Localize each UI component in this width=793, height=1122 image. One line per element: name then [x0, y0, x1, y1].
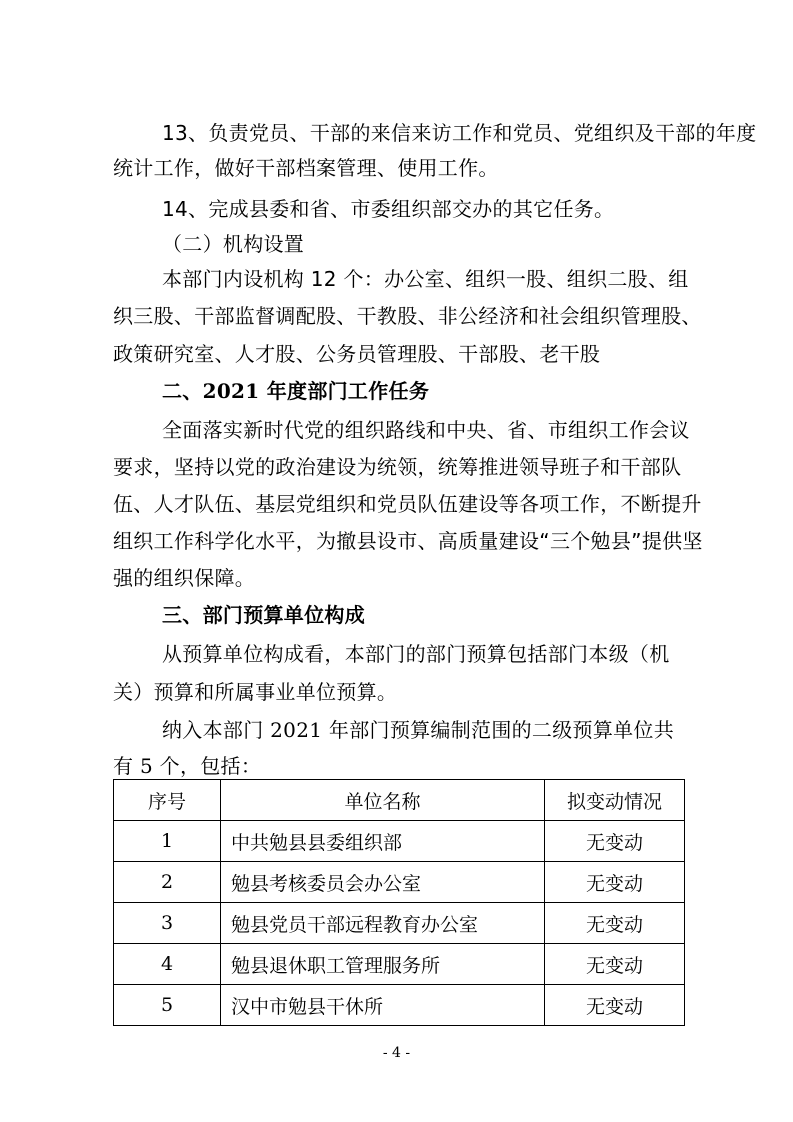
section-heading: （二）机构设置: [162, 232, 305, 256]
paragraph-line: 有 5 个，包括：: [113, 754, 262, 778]
paragraph-line: 14、完成县委和省、市委组织部交办的其它任务。: [162, 197, 615, 221]
paragraph-line: 本部门内设机构 12 个：办公室、组织一股、组织二股、组: [162, 267, 689, 291]
cell-index: 3: [114, 903, 221, 944]
cell-unit-name: 中共勉县县委组织部: [221, 821, 545, 862]
paragraph-line: 组织工作科学化水平，为撤县设市、高质量建设“三个勉县”提供坚: [113, 529, 703, 553]
table-row: [114, 985, 685, 1026]
cell-index: 1: [114, 821, 221, 862]
cell-unit-name: 勉县党员干部远程教育办公室: [221, 903, 545, 944]
cell-change-status: 无变动: [545, 821, 685, 862]
paragraph-line: 织三股、干部监督调配股、干教股、非公经济和社会组织管理股、: [113, 304, 702, 328]
table-header-row: [114, 780, 685, 821]
paragraph-line: 关）预算和所属事业单位预算。: [113, 680, 398, 704]
paragraph-line: 13、负责党员、干部的来信来访工作和党员、党组织及干部的年度: [162, 121, 757, 145]
table-row: [114, 944, 685, 985]
cell-change-status: 无变动: [545, 903, 685, 944]
paragraph-line: 伍、人才队伍、基层党组织和党员队伍建设等各项工作，不断提升: [113, 492, 702, 516]
paragraph-line: 从预算单位构成看，本部门的部门预算包括部门本级（机: [162, 642, 670, 666]
paragraph-line: 政策研究室、人才股、公务员管理股、干部股、老干股: [113, 342, 601, 366]
cell-change-status: 无变动: [545, 944, 685, 985]
paragraph-line: 全面落实新时代党的组织路线和中央、省、市组织工作会议: [162, 418, 690, 442]
cell-change-status: 无变动: [545, 985, 685, 1026]
table-row: [114, 821, 685, 862]
header-index: 序号: [114, 780, 221, 821]
cell-unit-name: 勉县退休职工管理服务所: [221, 944, 545, 985]
cell-index: 4: [114, 944, 221, 985]
table-row: [114, 862, 685, 903]
cell-unit-name: 勉县考核委员会办公室: [221, 862, 545, 903]
page-number: - 4 -: [382, 1045, 411, 1061]
budget-units-table: [113, 779, 685, 1026]
section-heading: 二、2021 年度部门工作任务: [162, 379, 430, 403]
cell-index: 5: [114, 985, 221, 1026]
section-heading: 三、部门预算单位构成: [162, 603, 365, 627]
paragraph-line: 要求，坚持以党的政治建设为统领，统筹推进领导班子和干部队: [113, 455, 682, 479]
cell-change-status: 无变动: [545, 862, 685, 903]
paragraph-line: 纳入本部门 2021 年部门预算编制范围的二级预算单位共: [162, 718, 675, 742]
paragraph-line: 统计工作，做好干部档案管理、使用工作。: [113, 156, 499, 180]
cell-index: 2: [114, 862, 221, 903]
header-unit-name: 单位名称: [221, 780, 545, 821]
paragraph-line: 强的组织保障。: [113, 566, 256, 590]
table-row: [114, 903, 685, 944]
cell-unit-name: 汉中市勉县干休所: [221, 985, 545, 1026]
header-change-status: 拟变动情况: [545, 780, 685, 821]
